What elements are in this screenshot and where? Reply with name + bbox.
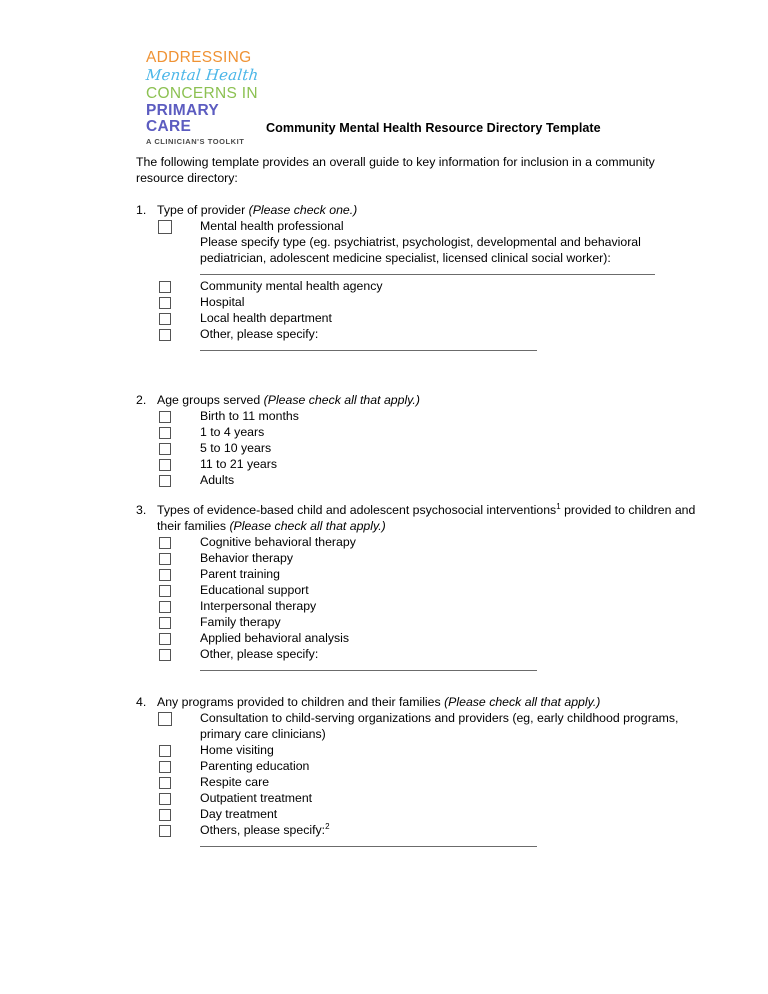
- option-others-please-specify[interactable]: [136, 823, 696, 839]
- question-2: [136, 393, 696, 489]
- question-4: [136, 695, 696, 847]
- option-local-health-department[interactable]: [136, 311, 696, 327]
- option-label: Home visiting: [200, 742, 274, 757]
- option-label-text: Others, please specify:: [200, 822, 326, 837]
- option-other-provider[interactable]: [136, 327, 696, 343]
- option-respite-care[interactable]: [136, 775, 696, 791]
- question-1-heading: [136, 203, 696, 219]
- option-label: Local health department: [200, 310, 332, 325]
- checkbox-icon[interactable]: [159, 585, 171, 597]
- question-1-instruction: (Please check one.): [248, 203, 358, 217]
- option-label: Hospital: [200, 294, 245, 309]
- intro-paragraph: The following template provides an overall guide to key information for inclusion in a community resource directory:: [136, 155, 655, 185]
- question-4-number: 4.: [136, 695, 147, 709]
- option-label: Mental health professional: [200, 218, 344, 233]
- option-label: Cognitive behavioral therapy: [200, 534, 356, 549]
- footnote-marker-1: 1: [556, 501, 561, 511]
- answer-line-others[interactable]: [200, 846, 537, 847]
- option-label: Outpatient treatment: [200, 790, 313, 805]
- checkbox-icon[interactable]: [159, 313, 171, 325]
- logo-line-primary-care: PRIMARY CARE: [146, 102, 219, 135]
- question-1-options: [136, 219, 696, 351]
- option-label: Family therapy: [200, 614, 281, 629]
- question-3-heading: [136, 503, 696, 535]
- option-cognitive-behavioral-therapy[interactable]: [136, 535, 696, 551]
- logo-line-concerns-in: CONCERNS IN: [146, 84, 258, 102]
- option-label: [136, 823, 696, 839]
- option-label: Community mental health agency: [200, 278, 383, 293]
- answer-line-other-intervention[interactable]: [200, 670, 537, 671]
- logo-line-tagline: A CLINICIAN'S TOOLKIT: [146, 137, 245, 146]
- option-adults[interactable]: [136, 473, 696, 489]
- question-1-text: Type of provider: [157, 203, 249, 217]
- checkbox-icon[interactable]: [159, 777, 171, 789]
- option-parent-training[interactable]: [136, 567, 696, 583]
- option-label: Behavior therapy: [200, 550, 293, 565]
- option-label: Parenting education: [200, 758, 310, 773]
- option-parenting-education[interactable]: [136, 759, 696, 775]
- option-label: Other, please specify:: [200, 326, 319, 341]
- checkbox-icon[interactable]: [159, 537, 171, 549]
- answer-line-other-provider[interactable]: [200, 350, 537, 351]
- specify-text: Please specify type (eg. psychiatrist, psychologist, developmental and behavioral pediatrician, adolescent medicine specialist, licensed clinical social worker):: [200, 234, 641, 265]
- option-community-mental-health-agency[interactable]: [136, 279, 696, 295]
- checkbox-icon[interactable]: [159, 411, 171, 423]
- checkbox-icon[interactable]: [159, 601, 171, 613]
- checkbox-icon[interactable]: [158, 712, 172, 726]
- option-label: 1 to 4 years: [200, 424, 265, 439]
- option-birth-to-11-months[interactable]: [136, 409, 696, 425]
- checkbox-icon[interactable]: [159, 475, 171, 487]
- checkbox-icon[interactable]: [159, 329, 171, 341]
- question-3-instruction: (Please check all that apply.): [229, 518, 386, 533]
- logo-line-addressing: ADDRESSING: [146, 49, 252, 66]
- checkbox-icon[interactable]: [159, 761, 171, 773]
- question-2-text: Age groups served: [157, 393, 264, 407]
- option-label: Interpersonal therapy: [200, 598, 317, 613]
- question-3: [136, 503, 696, 671]
- question-2-number: 2.: [136, 393, 147, 407]
- question-2-instruction: (Please check all that apply.): [263, 393, 420, 407]
- checkbox-icon[interactable]: [159, 569, 171, 581]
- option-applied-behavioral-analysis[interactable]: [136, 631, 696, 647]
- checkbox-icon[interactable]: [159, 427, 171, 439]
- option-day-treatment[interactable]: [136, 807, 696, 823]
- checkbox-icon[interactable]: [159, 443, 171, 455]
- checkbox-icon[interactable]: [159, 649, 171, 661]
- footnote-marker-2: 2: [325, 821, 330, 831]
- option-other-intervention[interactable]: [136, 647, 696, 663]
- option-outpatient-treatment[interactable]: [136, 791, 696, 807]
- option-educational-support[interactable]: [136, 583, 696, 599]
- option-label: Parent training: [200, 566, 280, 581]
- checkbox-icon[interactable]: [159, 297, 171, 309]
- checkbox-icon[interactable]: [159, 281, 171, 293]
- option-interpersonal-therapy[interactable]: [136, 599, 696, 615]
- option-label: Educational support: [200, 582, 309, 597]
- checkbox-icon[interactable]: [159, 809, 171, 821]
- option-home-visiting[interactable]: [136, 743, 696, 759]
- option-1-to-4-years[interactable]: [136, 425, 696, 441]
- question-3-options: [136, 535, 696, 671]
- option-family-therapy[interactable]: [136, 615, 696, 631]
- option-behavior-therapy[interactable]: [136, 551, 696, 567]
- question-4-heading: [136, 695, 696, 711]
- option-mental-health-professional[interactable]: [136, 219, 696, 235]
- checkbox-icon[interactable]: [159, 553, 171, 565]
- question-3-text-post: provided to children and their families: [157, 503, 696, 533]
- option-5-to-10-years[interactable]: [136, 441, 696, 457]
- option-label: Day treatment: [200, 806, 278, 821]
- option-label: Birth to 11 months: [200, 408, 299, 423]
- toolkit-logo: [146, 50, 266, 146]
- checkbox-icon[interactable]: [159, 745, 171, 757]
- option-label: Other, please specify:: [200, 646, 319, 661]
- question-4-instruction: (Please check all that apply.): [444, 695, 601, 709]
- question-1-specify-note: [136, 235, 696, 267]
- option-label: Consultation to child-serving organizations and providers (eg, early childhood programs, primary care clinicians): [200, 710, 679, 741]
- question-4-options: [136, 711, 696, 847]
- checkbox-icon[interactable]: [159, 793, 171, 805]
- option-hospital[interactable]: [136, 295, 696, 311]
- option-label: Adults: [200, 472, 235, 487]
- checkbox-icon[interactable]: [158, 220, 172, 234]
- page-title: Community Mental Health Resource Directory Template: [266, 121, 601, 135]
- option-label: Respite care: [200, 774, 270, 789]
- checkbox-icon[interactable]: [159, 459, 171, 471]
- question-3-text-pre: Types of evidence-based child and adolescent psychosocial interventions: [157, 503, 557, 517]
- checkbox-icon[interactable]: [159, 617, 171, 629]
- question-4-text: Any programs provided to children and their families: [157, 695, 445, 709]
- option-11-to-21-years[interactable]: [136, 457, 696, 473]
- checkbox-icon[interactable]: [159, 825, 171, 837]
- option-consultation-to-child-serving-organizations[interactable]: [136, 711, 696, 743]
- question-2-heading: [136, 393, 696, 409]
- option-label: 11 to 21 years: [200, 456, 278, 471]
- logo-line-mental-health: Mental Health: [145, 65, 260, 84]
- option-label: 5 to 10 years: [200, 440, 272, 455]
- question-2-options: [136, 409, 696, 489]
- option-label: Applied behavioral analysis: [200, 630, 350, 645]
- question-1-number: 1.: [136, 203, 147, 217]
- question-1: [136, 203, 696, 351]
- question-3-number: 3.: [136, 503, 147, 517]
- checkbox-icon[interactable]: [159, 633, 171, 645]
